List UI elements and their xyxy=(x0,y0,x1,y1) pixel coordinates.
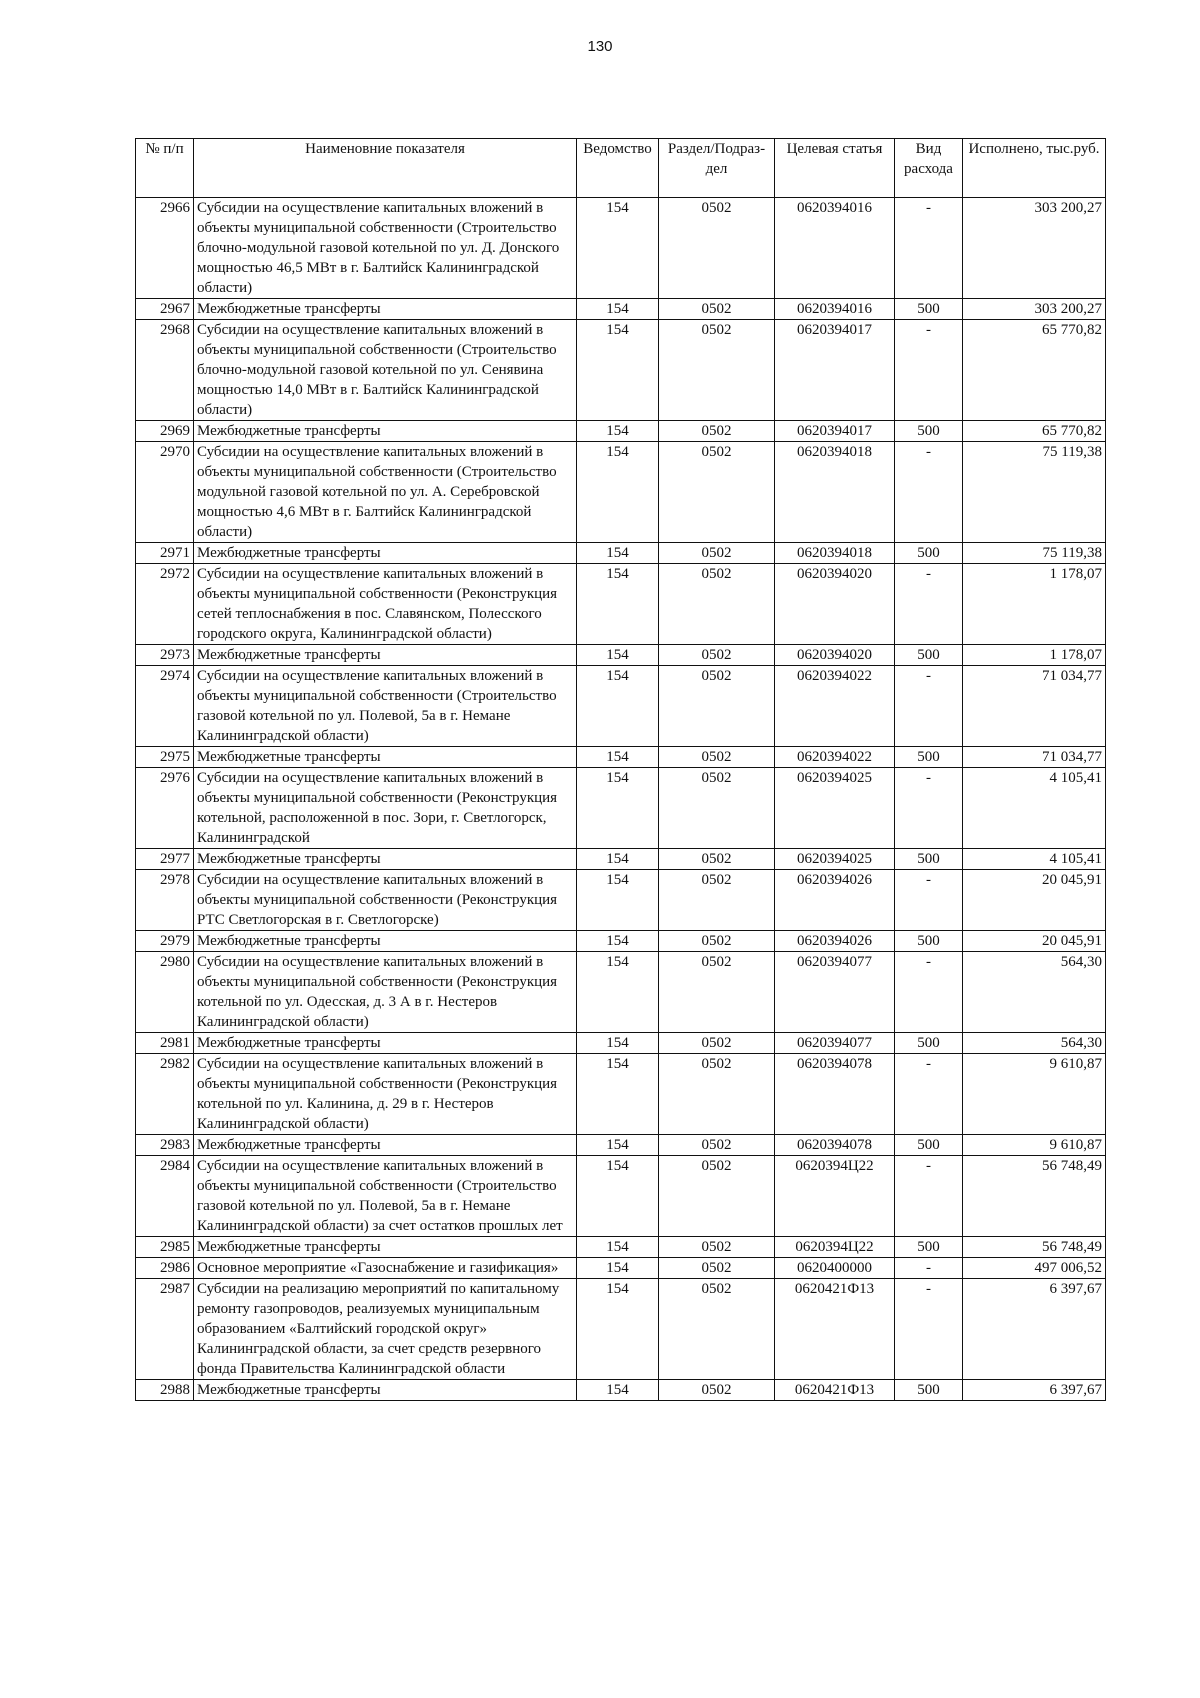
row-vid: 500 xyxy=(895,849,963,870)
row-num: 2977 xyxy=(136,849,194,870)
row-vid: 500 xyxy=(895,1380,963,1401)
row-target: 0620394Ц22 xyxy=(775,1237,895,1258)
row-vid: - xyxy=(895,1279,963,1380)
row-sum: 65 770,82 xyxy=(963,421,1106,442)
row-target: 0620394078 xyxy=(775,1054,895,1135)
row-num: 2982 xyxy=(136,1054,194,1135)
row-name: Межбюджетные трансферты xyxy=(194,299,577,320)
row-name: Межбюджетные трансферты xyxy=(194,747,577,768)
table-row xyxy=(136,849,1106,870)
row-num: 2986 xyxy=(136,1258,194,1279)
row-num: 2971 xyxy=(136,543,194,564)
row-sum: 1 178,07 xyxy=(963,645,1106,666)
header-razdel: Раздел/Подраз-дел xyxy=(659,139,775,198)
row-num: 2978 xyxy=(136,870,194,931)
row-name: Межбюджетные трансферты xyxy=(194,1135,577,1156)
row-target: 0620394020 xyxy=(775,645,895,666)
row-target: 0620421Ф13 xyxy=(775,1279,895,1380)
row-name: Межбюджетные трансферты xyxy=(194,543,577,564)
row-razdel: 0502 xyxy=(659,1156,775,1237)
row-vid: 500 xyxy=(895,1135,963,1156)
row-razdel: 0502 xyxy=(659,931,775,952)
table-row xyxy=(136,666,1106,747)
table-row xyxy=(136,421,1106,442)
row-name: Межбюджетные трансферты xyxy=(194,645,577,666)
row-num: 2976 xyxy=(136,768,194,849)
header-executed: Исполнено, тыс.руб. xyxy=(963,139,1106,198)
row-num: 2970 xyxy=(136,442,194,543)
row-vid: 500 xyxy=(895,931,963,952)
row-vedomstvo: 154 xyxy=(577,1258,659,1279)
row-sum: 56 748,49 xyxy=(963,1156,1106,1237)
table-row xyxy=(136,952,1106,1033)
row-vid: - xyxy=(895,1258,963,1279)
row-sum: 20 045,91 xyxy=(963,931,1106,952)
row-razdel: 0502 xyxy=(659,421,775,442)
row-sum: 9 610,87 xyxy=(963,1135,1106,1156)
row-sum: 56 748,49 xyxy=(963,1237,1106,1258)
row-vid: 500 xyxy=(895,747,963,768)
row-razdel: 0502 xyxy=(659,1033,775,1054)
table-row xyxy=(136,645,1106,666)
row-target: 0620394020 xyxy=(775,564,895,645)
row-vedomstvo: 154 xyxy=(577,1156,659,1237)
table-row xyxy=(136,1237,1106,1258)
row-vedomstvo: 154 xyxy=(577,442,659,543)
table-row xyxy=(136,747,1106,768)
row-num: 2985 xyxy=(136,1237,194,1258)
row-target: 0620394022 xyxy=(775,747,895,768)
row-razdel: 0502 xyxy=(659,952,775,1033)
row-vid: - xyxy=(895,1054,963,1135)
row-target: 0620394026 xyxy=(775,870,895,931)
table-body xyxy=(136,198,1106,1401)
row-num: 2983 xyxy=(136,1135,194,1156)
table-row xyxy=(136,1279,1106,1380)
table-row xyxy=(136,198,1106,299)
header-vid: Вид расхода xyxy=(895,139,963,198)
row-vedomstvo: 154 xyxy=(577,564,659,645)
row-vid: 500 xyxy=(895,645,963,666)
row-vid: 500 xyxy=(895,421,963,442)
row-razdel: 0502 xyxy=(659,543,775,564)
row-num: 2969 xyxy=(136,421,194,442)
row-sum: 71 034,77 xyxy=(963,666,1106,747)
row-name: Основное мероприятие «Газоснабжение и газификация» xyxy=(194,1258,577,1279)
row-target: 0620394077 xyxy=(775,1033,895,1054)
row-vedomstvo: 154 xyxy=(577,747,659,768)
row-razdel: 0502 xyxy=(659,1380,775,1401)
row-vedomstvo: 154 xyxy=(577,1380,659,1401)
table-row xyxy=(136,543,1106,564)
row-sum: 65 770,82 xyxy=(963,320,1106,421)
row-target: 0620394018 xyxy=(775,543,895,564)
row-sum: 1 178,07 xyxy=(963,564,1106,645)
row-name: Субсидии на осуществление капитальных вложений в объекты муниципальной собственности (Строительство модульной газовой котельной по ул. А. Серебровской мощностью 4,6 МВт в г. Балтийск Калининградской области) xyxy=(194,442,577,543)
row-vedomstvo: 154 xyxy=(577,1279,659,1380)
budget-table xyxy=(135,138,1106,1401)
row-name: Субсидии на реализацию мероприятий по капитальному ремонту газопроводов, реализуемых муниципальным образованием «Балтийский городской округ» Калининградской области, за счет средств резервного фонда Правительства Калининградской области xyxy=(194,1279,577,1380)
row-target: 0620394025 xyxy=(775,768,895,849)
row-target: 0620394022 xyxy=(775,666,895,747)
row-name: Межбюджетные трансферты xyxy=(194,1380,577,1401)
header-num: № п/п xyxy=(136,139,194,198)
row-vedomstvo: 154 xyxy=(577,1237,659,1258)
row-num: 2987 xyxy=(136,1279,194,1380)
row-name: Субсидии на осуществление капитальных вложений в объекты муниципальной собственности (Реконструкция сетей теплоснабжения в пос. Славянском, Полесского городского округа, Калининградской области) xyxy=(194,564,577,645)
row-vid: 500 xyxy=(895,543,963,564)
row-razdel: 0502 xyxy=(659,1258,775,1279)
table-row xyxy=(136,1135,1106,1156)
table-row xyxy=(136,1156,1106,1237)
row-num: 2966 xyxy=(136,198,194,299)
row-num: 2984 xyxy=(136,1156,194,1237)
row-num: 2980 xyxy=(136,952,194,1033)
row-target: 0620394018 xyxy=(775,442,895,543)
row-vid: 500 xyxy=(895,1033,963,1054)
row-target: 0620400000 xyxy=(775,1258,895,1279)
row-vedomstvo: 154 xyxy=(577,543,659,564)
row-target: 0620394077 xyxy=(775,952,895,1033)
row-name: Межбюджетные трансферты xyxy=(194,1237,577,1258)
row-target: 0620394Ц22 xyxy=(775,1156,895,1237)
row-razdel: 0502 xyxy=(659,1279,775,1380)
row-vedomstvo: 154 xyxy=(577,320,659,421)
row-name: Межбюджетные трансферты xyxy=(194,931,577,952)
row-razdel: 0502 xyxy=(659,564,775,645)
row-razdel: 0502 xyxy=(659,768,775,849)
row-num: 2975 xyxy=(136,747,194,768)
table-row xyxy=(136,870,1106,931)
row-razdel: 0502 xyxy=(659,1054,775,1135)
row-name: Субсидии на осуществление капитальных вложений в объекты муниципальной собственности (Реконструкция котельной по ул. Калинина, д. 29 в г. Нестеров Калининградской области) xyxy=(194,1054,577,1135)
row-vedomstvo: 154 xyxy=(577,1033,659,1054)
row-vid: - xyxy=(895,870,963,931)
row-num: 2979 xyxy=(136,931,194,952)
row-name: Субсидии на осуществление капитальных вложений в объекты муниципальной собственности (Строительство газовой котельной по ул. Полевой, 5а в г. Немане Калининградской области) за счет остатков прошлых лет xyxy=(194,1156,577,1237)
row-num: 2972 xyxy=(136,564,194,645)
row-target: 0620394017 xyxy=(775,320,895,421)
table-row xyxy=(136,442,1106,543)
row-target: 0620394026 xyxy=(775,931,895,952)
table-header-row xyxy=(136,139,1106,198)
row-vedomstvo: 154 xyxy=(577,952,659,1033)
row-name: Субсидии на осуществление капитальных вложений в объекты муниципальной собственности (Строительство блочно-модульной газовой котельной по ул. Сенявина мощностью 14,0 МВт в г. Балтийск Калининградской области) xyxy=(194,320,577,421)
row-sum: 303 200,27 xyxy=(963,198,1106,299)
row-vid: 500 xyxy=(895,299,963,320)
row-vid: - xyxy=(895,666,963,747)
row-razdel: 0502 xyxy=(659,747,775,768)
row-vedomstvo: 154 xyxy=(577,645,659,666)
row-vid: - xyxy=(895,768,963,849)
row-name: Межбюджетные трансферты xyxy=(194,1033,577,1054)
row-razdel: 0502 xyxy=(659,442,775,543)
row-vid: - xyxy=(895,198,963,299)
row-vid: - xyxy=(895,1156,963,1237)
table-row xyxy=(136,299,1106,320)
page-number: 130 xyxy=(587,38,613,55)
row-name: Субсидии на осуществление капитальных вложений в объекты муниципальной собственности (Реконструкция котельной, расположенной в пос. Зори, г. Светлогорск, Калининградской xyxy=(194,768,577,849)
row-vedomstvo: 154 xyxy=(577,1135,659,1156)
row-vid: 500 xyxy=(895,1237,963,1258)
row-vedomstvo: 154 xyxy=(577,299,659,320)
table-row xyxy=(136,1033,1106,1054)
row-vedomstvo: 154 xyxy=(577,870,659,931)
row-sum: 564,30 xyxy=(963,952,1106,1033)
row-vedomstvo: 154 xyxy=(577,198,659,299)
table-row xyxy=(136,931,1106,952)
row-vid: - xyxy=(895,442,963,543)
row-sum: 4 105,41 xyxy=(963,768,1106,849)
table-row xyxy=(136,564,1106,645)
row-razdel: 0502 xyxy=(659,1135,775,1156)
row-vid: - xyxy=(895,952,963,1033)
header-vedomstvo: Ведомство xyxy=(577,139,659,198)
row-target: 0620394025 xyxy=(775,849,895,870)
table-row xyxy=(136,320,1106,421)
row-vedomstvo: 154 xyxy=(577,931,659,952)
row-target: 0620394017 xyxy=(775,421,895,442)
row-target: 0620421Ф13 xyxy=(775,1380,895,1401)
row-sum: 303 200,27 xyxy=(963,299,1106,320)
row-name: Субсидии на осуществление капитальных вложений в объекты муниципальной собственности (Реконструкция РТС Светлогорская в г. Светлогорске) xyxy=(194,870,577,931)
row-sum: 71 034,77 xyxy=(963,747,1106,768)
table-row xyxy=(136,1258,1106,1279)
row-name: Субсидии на осуществление капитальных вложений в объекты муниципальной собственности (Строительство газовой котельной по ул. Полевой, 5а в г. Немане Калининградской области) xyxy=(194,666,577,747)
row-name: Субсидии на осуществление капитальных вложений в объекты муниципальной собственности (Реконструкция котельной по ул. Одесская, д. 3 А в г. Нестеров Калининградской области) xyxy=(194,952,577,1033)
row-razdel: 0502 xyxy=(659,320,775,421)
row-vid: - xyxy=(895,320,963,421)
row-name: Субсидии на осуществление капитальных вложений в объекты муниципальной собственности (Строительство блочно-модульной газовой котельной по ул. Д. Донского мощностью 46,5 МВт в г. Балтийск Калининградской области) xyxy=(194,198,577,299)
row-razdel: 0502 xyxy=(659,849,775,870)
row-sum: 564,30 xyxy=(963,1033,1106,1054)
row-razdel: 0502 xyxy=(659,299,775,320)
row-num: 2967 xyxy=(136,299,194,320)
row-sum: 75 119,38 xyxy=(963,442,1106,543)
table-row xyxy=(136,1054,1106,1135)
header-target: Целевая статья xyxy=(775,139,895,198)
row-razdel: 0502 xyxy=(659,198,775,299)
row-razdel: 0502 xyxy=(659,666,775,747)
row-num: 2973 xyxy=(136,645,194,666)
row-razdel: 0502 xyxy=(659,870,775,931)
row-vedomstvo: 154 xyxy=(577,849,659,870)
row-sum: 4 105,41 xyxy=(963,849,1106,870)
row-num: 2981 xyxy=(136,1033,194,1054)
row-num: 2974 xyxy=(136,666,194,747)
row-target: 0620394016 xyxy=(775,198,895,299)
header-name: Наименовние показателя xyxy=(194,139,577,198)
row-target: 0620394078 xyxy=(775,1135,895,1156)
row-sum: 6 397,67 xyxy=(963,1279,1106,1380)
row-sum: 9 610,87 xyxy=(963,1054,1106,1135)
row-num: 2988 xyxy=(136,1380,194,1401)
row-vedomstvo: 154 xyxy=(577,768,659,849)
row-num: 2968 xyxy=(136,320,194,421)
row-target: 0620394016 xyxy=(775,299,895,320)
row-sum: 497 006,52 xyxy=(963,1258,1106,1279)
row-name: Межбюджетные трансферты xyxy=(194,421,577,442)
row-vid: - xyxy=(895,564,963,645)
row-sum: 75 119,38 xyxy=(963,543,1106,564)
table-row xyxy=(136,768,1106,849)
row-vedomstvo: 154 xyxy=(577,1054,659,1135)
row-vedomstvo: 154 xyxy=(577,666,659,747)
row-name: Межбюджетные трансферты xyxy=(194,849,577,870)
row-razdel: 0502 xyxy=(659,1237,775,1258)
row-razdel: 0502 xyxy=(659,645,775,666)
row-vedomstvo: 154 xyxy=(577,421,659,442)
row-sum: 20 045,91 xyxy=(963,870,1106,931)
table-row xyxy=(136,1380,1106,1401)
row-sum: 6 397,67 xyxy=(963,1380,1106,1401)
